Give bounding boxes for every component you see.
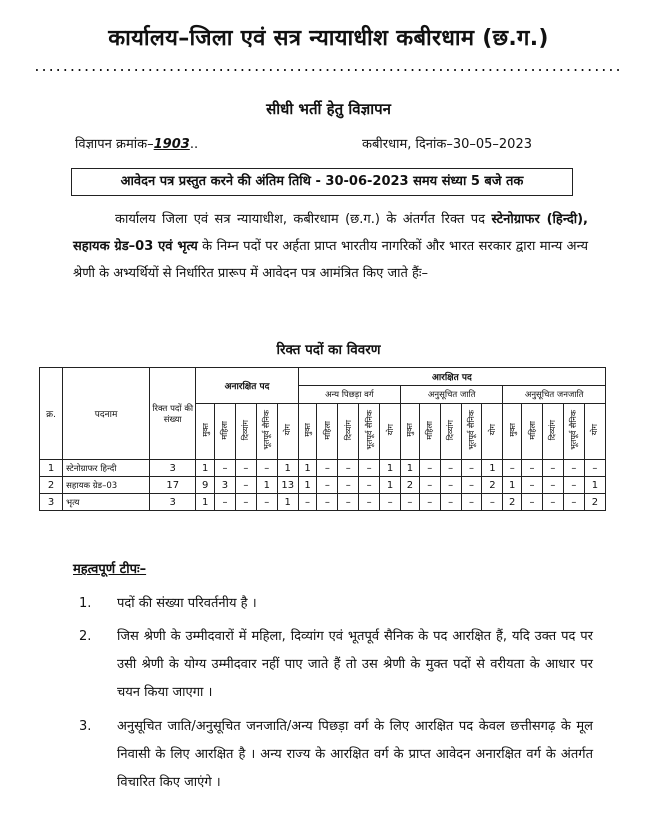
cell-value: 1	[298, 477, 317, 494]
cell-value: –	[317, 494, 338, 511]
note-text: पदों की संख्या परिवर्तनीय है ।	[117, 596, 257, 611]
header-post: पदनाम	[63, 368, 150, 460]
header-obc: अन्य पिछड़ा वर्ग	[298, 386, 400, 404]
cell-value: 13	[277, 477, 298, 494]
cell-serial: 2	[40, 477, 63, 494]
cell-value: –	[563, 494, 584, 511]
cell-value: 2	[401, 477, 420, 494]
cell-value: –	[563, 460, 584, 477]
advertisement-subtitle: सीधी भर्ती हेतु विज्ञापन	[266, 100, 391, 118]
cell-value: –	[235, 494, 256, 511]
cell-total: 3	[150, 460, 196, 477]
reference-suffix: ..	[189, 137, 199, 152]
header-subcolumn	[440, 404, 461, 460]
cell-value: –	[440, 494, 461, 511]
cell-value: –	[317, 477, 338, 494]
cell-post: स्टेनोग्राफर हिन्दी	[63, 460, 150, 477]
intro-posts-bold: स्टेनोग्राफर (हिन्दी), सहायक ग्रेड–03 एवं भृत्य	[73, 212, 588, 254]
cell-value: –	[482, 494, 503, 511]
cell-value: 1	[380, 460, 401, 477]
cell-post: भृत्य	[63, 494, 150, 511]
note-item	[73, 590, 593, 618]
header-sc: अनुसूचित जाति	[401, 386, 503, 404]
cell-value: –	[503, 460, 522, 477]
cell-value: –	[215, 494, 236, 511]
header-serial: क्र.	[40, 368, 63, 460]
cell-value: –	[419, 477, 440, 494]
intro-text-2: के निम्न पदों पर अर्हता प्राप्त भारतीय नागरिकों और भारत सरकार द्वारा मान्य अन्य श्रेणी के अभ्यर्थियों से निर्धारित प्रारूप में आवेदन पत्र आमंत्रित किए जाते हैंः–	[73, 239, 588, 281]
header-subcolumn-label: महिला	[527, 420, 537, 440]
cell-value: 1	[196, 460, 215, 477]
header-subcolumn-label: दिव्यांग	[343, 419, 353, 441]
cell-value: 1	[380, 477, 401, 494]
cell-total: 17	[150, 477, 196, 494]
table-row	[40, 494, 606, 511]
note-item	[73, 623, 593, 713]
cell-value: 1	[277, 460, 298, 477]
cell-value: –	[235, 477, 256, 494]
cell-value: 1	[584, 477, 605, 494]
cell-value: –	[563, 477, 584, 494]
place-date: कबीरधाम, दिनांक–30–05–2023	[362, 137, 532, 152]
header-subcolumn	[503, 404, 522, 460]
deadline-box: आवेदन पत्र प्रस्तुत करने की अंतिम तिथि - 30-06-2023 समय संध्या 5 बजे तक	[71, 168, 573, 196]
cell-value: –	[380, 494, 401, 511]
cell-value: 1	[196, 494, 215, 511]
cell-value: 2	[482, 477, 503, 494]
dotted-separator: ...................................................................................	[34, 56, 623, 75]
table-row	[40, 460, 606, 477]
header-subcolumn-label: योग	[385, 424, 395, 436]
header-st: अनुसूचित जनजाति	[503, 386, 606, 404]
header-subcolumn-label: मुक्त	[405, 423, 415, 437]
cell-value: –	[419, 460, 440, 477]
note-number: 3.	[79, 719, 92, 734]
header-subcolumn-label: योग	[590, 424, 600, 436]
header-subcolumn-label: मुक्त	[200, 423, 210, 437]
notes-heading: महत्वपूर्ण टीपः–	[73, 562, 147, 577]
header-subcolumn	[235, 404, 256, 460]
cell-value: 2	[584, 494, 605, 511]
cell-value: –	[419, 494, 440, 511]
header-subcolumn-label: दिव्यांग	[241, 419, 251, 441]
cell-value: –	[256, 460, 277, 477]
header-subcolumn-label: योग	[487, 424, 497, 436]
note-item	[73, 713, 593, 803]
header-subcolumn	[298, 404, 317, 460]
header-unreserved: अनारक्षित पद	[196, 368, 298, 404]
header-subcolumn-label: महिला	[322, 420, 332, 440]
header-subcolumn	[256, 404, 277, 460]
table-title: रिक्त पदों का विवरण	[276, 342, 381, 358]
header-subcolumn	[277, 404, 298, 460]
cell-value: 1	[482, 460, 503, 477]
header-subcolumn	[584, 404, 605, 460]
cell-value: –	[401, 494, 420, 511]
note-number: 1.	[79, 596, 92, 611]
cell-value: –	[338, 460, 359, 477]
header-subcolumn-label: योग	[283, 424, 293, 436]
header-subcolumn-label: भूतपूर्व सैनिक	[467, 410, 476, 450]
cell-value: 1	[256, 477, 277, 494]
cell-post: सहायक ग्रेड–03	[63, 477, 150, 494]
header-subcolumn	[419, 404, 440, 460]
cell-value: –	[338, 494, 359, 511]
header-subcolumn	[196, 404, 215, 460]
note-text: जिस श्रेणी के उम्मीदवारों में महिला, दिव्यांग एवं भूतपूर्व सैनिक के पद आरक्षित हैं, यदि उक्त पद पर उसी श्रेणी के योग्य उम्मीदवार नहीं पाए जाते हैं तो उस श्रेणी के मुक्त पदों से वरीयता के आधार पर चयन किया जाएगा ।	[117, 629, 593, 700]
header-subcolumn-label: मुक्त	[303, 423, 313, 437]
cell-value: 1	[277, 494, 298, 511]
header-subcolumn	[338, 404, 359, 460]
reference-label: विज्ञापन क्रमांक–	[75, 137, 154, 152]
cell-value: –	[542, 494, 563, 511]
cell-value: 1	[503, 477, 522, 494]
cell-value: –	[440, 460, 461, 477]
cell-total: 3	[150, 494, 196, 511]
cell-value: –	[542, 460, 563, 477]
header-subcolumn-label: दिव्यांग	[548, 419, 558, 441]
header-subcolumn-label: महिला	[220, 420, 230, 440]
header-subcolumn	[401, 404, 420, 460]
header-subcolumn	[359, 404, 380, 460]
header-total: रिक्त पदों की संख्या	[150, 368, 196, 460]
cell-value: 1	[298, 460, 317, 477]
header-subcolumn	[215, 404, 236, 460]
cell-value: –	[461, 460, 482, 477]
cell-value: –	[215, 460, 236, 477]
cell-value: 2	[503, 494, 522, 511]
cell-value: –	[359, 494, 380, 511]
header-subcolumn	[522, 404, 543, 460]
cell-value: –	[359, 477, 380, 494]
header-subcolumn-label: भूतपूर्व सैनिक	[262, 410, 272, 450]
cell-value: –	[461, 477, 482, 494]
cell-value: –	[522, 494, 543, 511]
cell-value: –	[522, 460, 543, 477]
cell-value: 9	[196, 477, 215, 494]
table-row	[40, 477, 606, 494]
advertisement-reference	[75, 134, 198, 152]
note-number: 2.	[79, 629, 92, 644]
cell-value: –	[440, 477, 461, 494]
cell-value: –	[461, 494, 482, 511]
header-subcolumn-label: महिला	[425, 420, 435, 440]
header-subcolumn-label: भूतपूर्व सैनिक	[364, 410, 374, 450]
reference-number: 1903	[153, 137, 190, 152]
header-subcolumn	[563, 404, 584, 460]
office-title: कार्यालय–जिला एवं सत्र न्यायाधीश कबीरधाम (छ.ग.)	[108, 26, 549, 51]
cell-serial: 3	[40, 494, 63, 511]
header-subcolumn	[317, 404, 338, 460]
header-subcolumn	[542, 404, 563, 460]
header-subcolumn	[461, 404, 482, 460]
cell-value: –	[317, 460, 338, 477]
intro-paragraph	[73, 206, 588, 287]
header-subcolumn	[482, 404, 503, 460]
cell-value: –	[522, 477, 543, 494]
cell-value: –	[298, 494, 317, 511]
cell-value: 1	[401, 460, 420, 477]
cell-value: –	[256, 494, 277, 511]
note-text: अनुसूचित जाति/अनुसूचित जनजाति/अन्य पिछड़ा वर्ग के लिए आरक्षित पद केवल छत्तीसगढ़ के मूल निवासी के लिए आरक्षित है । अन्य राज्य के आरक्षित वर्ग के प्राप्त आवेदन अनारक्षित वर्ग के अंतर्गत विचारित किए जाएंगे ।	[117, 719, 593, 790]
vacancy-table	[39, 367, 606, 511]
header-reserved: आरक्षित पद	[298, 368, 605, 386]
cell-value: –	[584, 460, 605, 477]
cell-value: –	[542, 477, 563, 494]
header-subcolumn-label: मुक्त	[507, 423, 517, 437]
cell-value: 3	[215, 477, 236, 494]
cell-value: –	[359, 460, 380, 477]
header-subcolumn	[380, 404, 401, 460]
cell-value: –	[235, 460, 256, 477]
header-subcolumn-label: दिव्यांग	[446, 419, 456, 441]
cell-value: –	[338, 477, 359, 494]
header-subcolumn-label: भूतपूर्व सैनिक	[569, 410, 579, 450]
intro-text-1: कार्यालय जिला एवं सत्र न्यायाधीश, कबीरधाम (छ.ग.) के अंतर्गत रिक्त पद	[115, 212, 492, 227]
cell-serial: 1	[40, 460, 63, 477]
